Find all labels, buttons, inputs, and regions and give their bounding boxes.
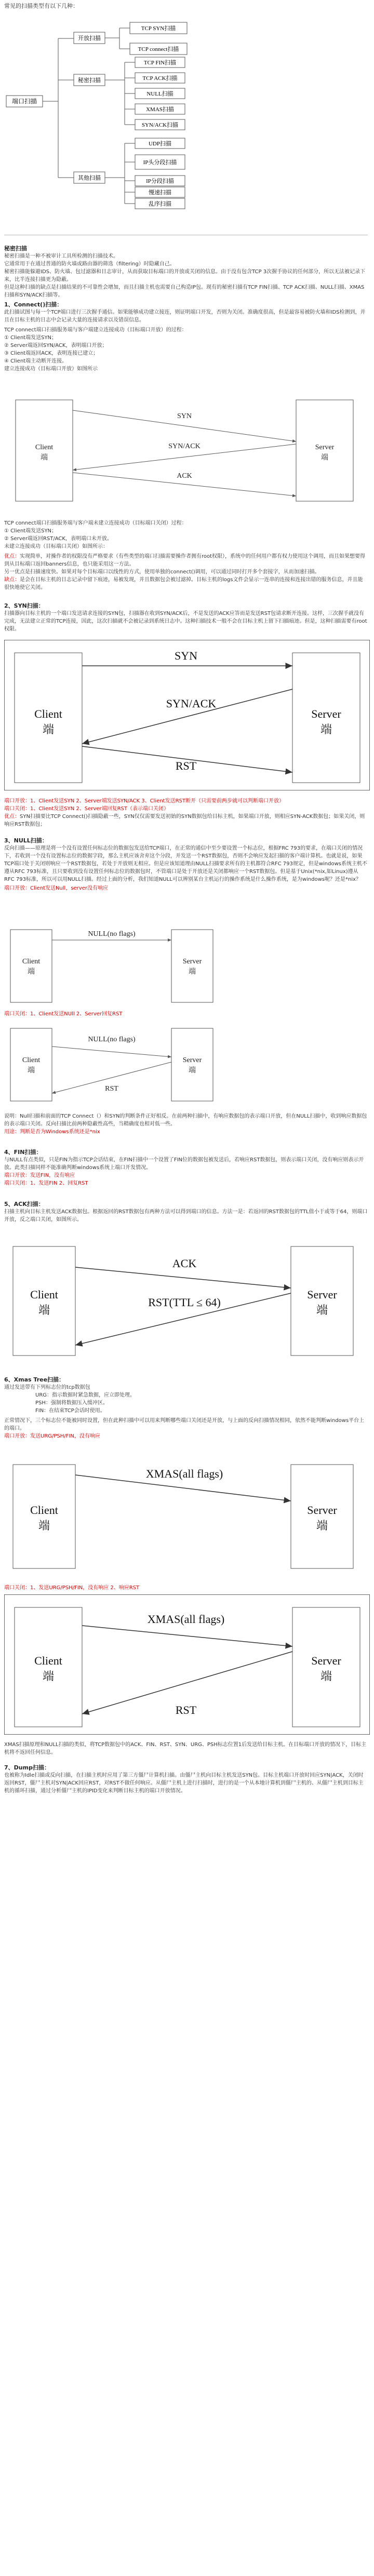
section-syn-notes (4, 797, 368, 828)
server-label: Server (307, 1504, 337, 1517)
server-label: Server (311, 707, 341, 720)
flag-item: PSH：强制将数据压入缓冲区。 (35, 1400, 108, 1406)
paragraph: 反向扫描——原理是将一个没有设置任何标志位的数据包发送给TCP端口，在正常的通信中至少要设置一个标志位，根据FRC 793的要求，在端口关闭的情况下，若收到一个没有设置标志位的数据字段，那么主机应该舍弃这个分段，并发送一个RST数据包，否则不会响应发起扫描的客户端计算机。也就是说，如果TCP端口处于关闭则响应一个RST数据包，若处于开放则无相应。但是应该知道理由NULL扫描要求所有的主机都符合RFC 793规定，但是windows系统主机不遵从RFC 793标准，且只要收到没有设置任何标志位的数据包时，不管端口是处于开放还是关闭都响应一个RST数据包。但是基于Unix(*nix,如Linux)遵从RFC 793标准，所以可以用NULL扫描。经过上面的分析，我们知道NULL可以辨别某台主机运行的操作系统是什么操作系统，是为windows呢？还是*nix？ (4, 846, 367, 882)
step: ① Client端发送SYN； (4, 335, 57, 341)
paragraph: 说明：Null扫描和前面的TCP Connect（）和SYN的判断条件正好相反。在前两种扫描中，有响应数据包的表示端口开放，但在NULL扫描中，收到响应数据包的表示端口关闭。反向扫描比前两种隐蔽性高些，当精确度也相对低一些。 (4, 1113, 367, 1127)
client-label: Client (34, 707, 62, 720)
diagram-null-open (5, 919, 223, 1005)
client-label: Client (35, 444, 54, 451)
section-connect-closed (4, 519, 368, 592)
client-sub: 端 (28, 1067, 35, 1075)
section-title: 6、Xmas Tree扫描： (4, 1376, 65, 1383)
client-sub: 端 (38, 1519, 50, 1532)
server-sub: 端 (321, 454, 328, 462)
section-dump-scan (4, 1763, 368, 1795)
server-label: Server (311, 1654, 341, 1667)
syn-label: SYN (174, 649, 198, 662)
caption: 建立连接成功（目标端口开放）如图所示 (4, 366, 98, 372)
diagram-connect-open (5, 382, 369, 512)
paragraph: 也被称为Idle扫描或反向扫描，在扫描主机时应用了第三方僵尸计算机扫描。由僵尸主机向目标主机发送SYN包。目标主机端口开放时回应SYN|ACK，关闭时返回RST，僵尸主机对SYN|ACK回应RST，对RST不做任何响应。从僵尸主机上进行扫描时，进行的是一个从本地计算机到僵尸主机的、从僵尸主机到目标主机的循环扫描，通过分析僵尸主机的IPID变化来判断目标主机的端口开放情况。 (4, 1773, 364, 1794)
diagram-xmas-closed (4, 1594, 370, 1735)
section-ack-scan (4, 1200, 368, 1224)
rst-label: RST (175, 1703, 197, 1716)
client-sub: 端 (38, 1304, 50, 1317)
diagram-xmas-open (5, 1454, 364, 1579)
server-sub: 端 (316, 1304, 328, 1317)
server-sub: 端 (320, 723, 332, 736)
paragraph: 秘密扫描能躲避IDS、防火墙、包过滤器和日志审计，从而获取目标端口的开放或关闭的信息。由于没有包含TCP 3次握手协议的任何部分，所以无法被记录下来，比半连接扫描更为隐蔽。 (4, 269, 366, 283)
tree-leaf-random: 乱序扫描 (149, 201, 171, 207)
note: 端口开放：发送URG/PSH/FIN，没有响应 (4, 1433, 100, 1439)
client-sub: 端 (42, 1670, 55, 1683)
section-null-scan (4, 836, 368, 892)
note: 端口开放：1、Client发送SYN 2、Server端发送SYN/ACK 3、Client发送RST断开（只需要前两步就可以判断端口开放） (4, 798, 284, 804)
note: 用途：判断是否为Windows系统还是*nix (4, 1129, 100, 1135)
pros-label: 优点： (4, 814, 20, 820)
section-title: 1、Connect()扫描： (4, 301, 63, 308)
paragraph: 正常情况下，三个标志位不能被同时设置，但在此种扫描中可以用来判断哪些端口关闭还是开放，与上面的反向扫描情况相同，依然不能判断windows平台上的端口。 (4, 1418, 365, 1431)
section-syn-scan (4, 601, 368, 633)
tree-group-other-label: 其他扫描 (78, 175, 101, 181)
section-xmas-notes (4, 1741, 368, 1756)
client-label: Client (34, 1654, 62, 1667)
paragraph: TCP connect端口扫描服务端与客户端未建立连接成功（目标端口关闭）过程： (4, 520, 187, 526)
flag-item: URG：指示数据时紧急数据，应立即处理。 (35, 1392, 136, 1398)
pros-text: SYN扫描要比TCP Connect()扫描隐蔽一些，SYN仅仅需要发送初始的SYN数据包给目标主机，如果端口开放，则相应SYN-ACK数据包；如果关闭，则响应RST数据包； (4, 814, 365, 827)
client-label: Client (30, 1288, 58, 1301)
scan-type-tree (0, 11, 239, 219)
section-secret-scan (4, 244, 368, 299)
xmas-label: XMAS(all flags) (147, 1613, 225, 1626)
tree-leaf-ack: TCP ACK扫描 (142, 75, 178, 82)
null-label: NULL(no flags) (88, 930, 136, 938)
paragraph: 与NULL有点类似，只是FIN为指示TCP会话结束，在FIN扫描中一个设置了FIN位的数据包被发送后，若响应RST数据包，则表示端口关闭，没有响应则表示开放。此类扫描同样不能准确判断windows系统上端口开发情况。 (4, 1157, 364, 1171)
server-sub: 端 (320, 1670, 332, 1683)
diagram-ack-scan (5, 1236, 364, 1366)
section-title: 7、Dump扫描： (4, 1764, 50, 1771)
section-fin-scan (4, 1148, 368, 1187)
client-label: Client (30, 1504, 58, 1517)
tree-root-label: 端口扫描 (11, 98, 37, 105)
section-connect-scan (4, 300, 368, 373)
ack-label: ACK (172, 1257, 197, 1270)
tree-leaf-null: NULL扫描 (146, 91, 173, 97)
section-null-notes (4, 1112, 368, 1136)
pros-text: 实现简单，对操作者的权限没有严格要求（有些类型的端口扫描需要操作者拥有root权限），系统中的任何用户都有权力使用这个调用，而且如果想要得到从目标端口返回banners信息，也只能采用这一方法。 (4, 554, 366, 567)
paragraph: 扫描器向目标主机的一个端口发送请求连接的SYN包，扫描器在收到SYN/ACK后，不是发送的ACK应答而是发送RST包请求断开连接。这样，三次握手就没有完成，无法建立正常的TCP连接，因此，这次扫描就不会被记录到系统日志中。这种扫描技术一般不会在目标主机上留下扫描痕迹。但是，这种扫描需要有root权限。 (4, 611, 367, 632)
tree-group-open-label: 开放扫描 (78, 35, 101, 42)
page-title: 常见的扫描类型有以下几种： (4, 3, 78, 9)
diagram-null-closed (5, 1021, 223, 1106)
section-title: 5、ACK扫描： (4, 1201, 44, 1208)
note: 端口关闭：1、发送URG/PSH/FIN，没有响应 2、响应RST (4, 1585, 140, 1591)
tree-leaf-ip-header-frag: IP头分段扫描 (143, 159, 177, 166)
note: 端口关闭：1、Client发送SYN 2、Server端回复RST（表示端口关闭） (4, 806, 169, 812)
paragraph: 通过发送带有下列标志位的tcp数据包 (4, 1385, 90, 1390)
server-label: Server (315, 444, 335, 451)
caption: 未建立连接成功（目标端口关闭）如图所示： (4, 544, 108, 549)
flag-item: FIN：在结束TCP会话时使用。 (35, 1408, 105, 1414)
paragraph: 此扫描试图与每一个TCP端口进行三次握手通信。如果能够成功建立接连，则证明端口开发，否则为关闭。准确度很高，但是最容易被防火墙和IDS检测到，并且在目标主机的日志中会记录大量的连接请求以及错误信息。 (4, 310, 366, 323)
paragraph: 秘密扫描是一种不被审计工具所检测的扫描技术。 (4, 253, 118, 259)
client-label: Client (22, 1056, 41, 1064)
null-label: NULL(no flags) (88, 1036, 136, 1043)
step: ③ Client端返回ACK，表明连接已建立； (4, 351, 99, 356)
section-xmas-scan (4, 1375, 368, 1440)
tree-leaf-tcp-connect: TCP connect扫描 (138, 46, 179, 52)
server-sub: 端 (189, 1067, 196, 1075)
server-label: Server (182, 958, 202, 965)
paragraph: 另一优点是扫描速度快。如果对每个目标端口以线性的方式，使用单独的connect()调用，可以通过同时打开多个套接字，从而加速扫描。 (4, 569, 320, 575)
synack-label: SYN/ACK (168, 442, 201, 450)
server-label: Server (307, 1288, 337, 1301)
tree-leaf-udp: UDP扫描 (148, 141, 172, 147)
section-title: 3、NULL扫描： (4, 837, 48, 844)
client-label: Client (22, 958, 41, 965)
paragraph: 扫描主机向目标主机发送ACK数据包。根据返回的RST数据包有两种方法可以得到端口的信息。方法一是：若返回的RST数据包的TTL值小于或等于64，则端口开放，反之端口关闭，如图所示。 (4, 1209, 368, 1223)
section-title: 秘密扫描 (4, 245, 27, 252)
section-title: 4、FIN扫描： (4, 1149, 42, 1156)
note: 端口开放：Client发送Null，server没有响应 (4, 886, 108, 891)
tree-leaf-fin: TCP FIN扫描 (143, 60, 177, 66)
tree-leaf-tcp-syn: TCP SYN扫描 (141, 25, 176, 32)
server-label: Server (182, 1056, 202, 1064)
client-sub: 端 (41, 454, 48, 462)
client-sub: 端 (42, 723, 55, 736)
paragraph: TCP connect端口扫描服务端与客户端建立连接成功（目标端口开放）的过程： (4, 327, 187, 333)
step: ① Client端发送SYN； (4, 528, 57, 534)
note: 端口开放：发送FIN，没有响应 (4, 1173, 75, 1178)
server-sub: 端 (316, 1519, 328, 1532)
ack-label: ACK (177, 472, 192, 480)
note: 端口关闭：1、Client发送NUll 2、Server回复RST (4, 1011, 123, 1017)
rst-label: RST (175, 759, 197, 772)
section-title: 2、SYN扫描： (4, 602, 44, 609)
client-sub: 端 (28, 968, 35, 976)
note: 端口关闭：1、发送FIN 2、回复RST (4, 1180, 88, 1186)
tree-group-secret-label: 秘密扫描 (78, 77, 101, 84)
step: ② Server端返回SYN/ACK，表明端口开放； (4, 343, 108, 348)
cons-text: 是会在目标主机的日志记录中留下痕迹，易被发现，并且数据包会被过滤掉。目标主机的logs文件会显示一连串的连接和连接出错的服务信息，并且能很快地使它关闭。 (4, 577, 363, 591)
step: ② Server端返回RST/ACK，表明端口未开放。 (4, 536, 112, 542)
paragraph: 它通常用于在通过普通的防火墙或路由器的筛选（filtering）时隐藏自己。 (4, 261, 175, 267)
step: ④ Client端主动断开连接。 (4, 358, 68, 364)
diagram-syn-scan (4, 640, 370, 790)
tree-leaf-synack: SYN/ACK扫描 (141, 122, 179, 128)
paragraph: 但是这种扫描的缺点是扫描结果的不可靠性会增加，而且扫描主机也需要自己构造IP包。现有的秘密扫描有TCP FIN扫描、TCP ACK扫描、NULL扫描、XMAS扫描和SYN/ACK扫描等。 (4, 285, 365, 298)
synack-label: SYN/ACK (166, 697, 217, 710)
tree-leaf-ip-frag: IP分段扫描 (146, 178, 174, 184)
tree-leaf-slow: 慢速扫描 (149, 190, 171, 196)
rst-label: RST (105, 1085, 118, 1093)
syn-label: SYN (177, 412, 192, 420)
tree-leaf-xmas: XMAS扫描 (146, 106, 174, 113)
xmas-label: XMAS(all flags) (145, 1467, 223, 1480)
rst-ttl-label: RST(TTL ≤ 64) (148, 1296, 221, 1309)
server-sub: 端 (189, 968, 196, 976)
pros-label: 优点： (4, 554, 20, 559)
paragraph: XMAS扫描原理和NULL扫描的类似，将TCP数据包中的ACK、FIN、RST、SYN、URG、PSH标志位置1后发送给目标主机。在目标端口开放的情况下，目标主机将不返回任何信息。 (4, 1742, 367, 1755)
cons-label: 缺点： (4, 577, 20, 583)
